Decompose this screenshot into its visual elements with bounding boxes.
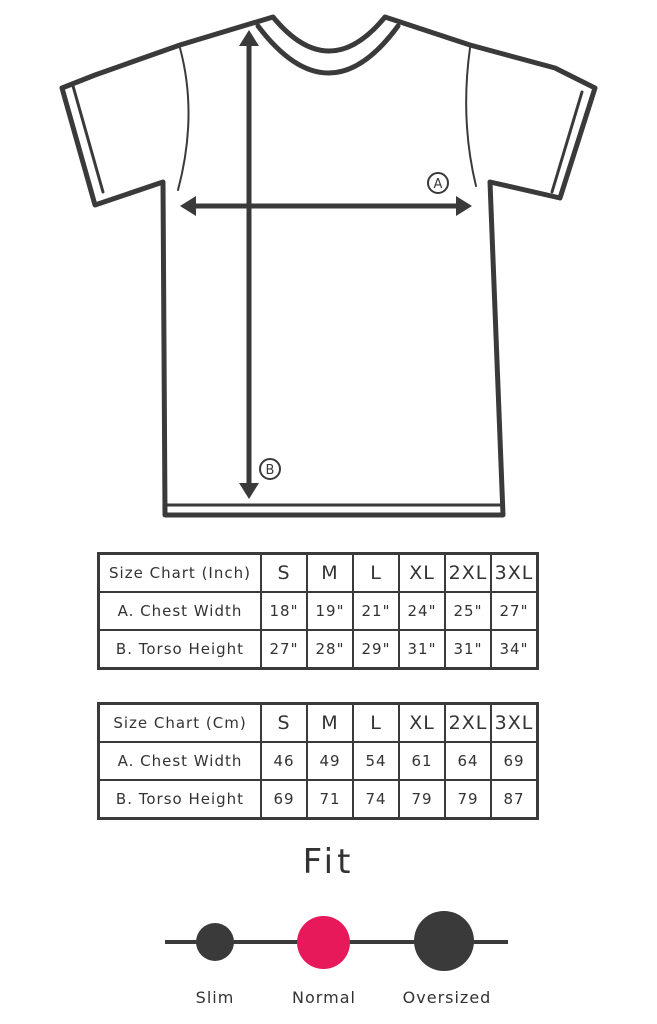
- fit-slim-dot: [196, 923, 234, 961]
- size-header: XL: [399, 554, 445, 593]
- row-label: A. Chest Width: [99, 592, 262, 630]
- table-row: [99, 630, 538, 669]
- table-cell: 25": [445, 592, 491, 630]
- fit-normal-dot: [297, 916, 350, 969]
- fit-oversized-label: Oversized: [402, 988, 492, 1007]
- table-row: [99, 742, 538, 780]
- table-cell: 74: [353, 780, 399, 819]
- row-label: B. Torso Height: [99, 630, 262, 669]
- chest-arrow-head-right: [456, 196, 472, 216]
- height-arrow-head-top: [239, 30, 259, 46]
- table-cell: 29": [353, 630, 399, 669]
- table-cell: 27": [491, 592, 538, 630]
- table-cell: 18": [261, 592, 307, 630]
- table-cell: 69: [261, 780, 307, 819]
- table-header-row: [99, 554, 538, 593]
- table-cell: 54: [353, 742, 399, 780]
- row-label: A. Chest Width: [99, 742, 262, 780]
- table-cell: 49: [307, 742, 353, 780]
- tshirt-outline: [62, 17, 595, 515]
- table-cell: 64: [445, 742, 491, 780]
- table-cell: 34": [491, 630, 538, 669]
- fit-title: Fit: [302, 842, 355, 882]
- size-header: L: [353, 554, 399, 593]
- table-title: Size Chart (Inch): [99, 554, 262, 593]
- table-cell: 79: [399, 780, 445, 819]
- size-header: 3XL: [491, 704, 538, 743]
- fit-slim-label: Slim: [195, 988, 235, 1007]
- table-cell: 19": [307, 592, 353, 630]
- table-cell: 46: [261, 742, 307, 780]
- table-cell: 24": [399, 592, 445, 630]
- row-label: B. Torso Height: [99, 780, 262, 819]
- table-cell: 31": [445, 630, 491, 669]
- size-header: L: [353, 704, 399, 743]
- chest-arrow-head-left: [180, 196, 196, 216]
- size-header: S: [261, 554, 307, 593]
- size-header: 3XL: [491, 554, 538, 593]
- table-row: [99, 780, 538, 819]
- table-header-row: [99, 704, 538, 743]
- table-cell: 21": [353, 592, 399, 630]
- table-cell: 61: [399, 742, 445, 780]
- table-cell: 71: [307, 780, 353, 819]
- size-chart-inch-table: [97, 552, 539, 670]
- fit-oversized-dot: [414, 911, 474, 971]
- table-cell: 28": [307, 630, 353, 669]
- size-header: 2XL: [445, 554, 491, 593]
- size-header: M: [307, 554, 353, 593]
- size-header: XL: [399, 704, 445, 743]
- table-cell: 79: [445, 780, 491, 819]
- size-header: S: [261, 704, 307, 743]
- table-cell: 69: [491, 742, 538, 780]
- marker-b-label: B: [265, 463, 275, 478]
- table-row: [99, 592, 538, 630]
- table-cell: 87: [491, 780, 538, 819]
- fit-normal-label: Normal: [292, 988, 356, 1007]
- table-title: Size Chart (Cm): [99, 704, 262, 743]
- table-cell: 31": [399, 630, 445, 669]
- right-sleeve-seam: [466, 48, 476, 186]
- size-header: M: [307, 704, 353, 743]
- left-sleeve-seam: [178, 48, 189, 190]
- size-chart-cm-table: [97, 702, 539, 820]
- size-header: 2XL: [445, 704, 491, 743]
- table-cell: 27": [261, 630, 307, 669]
- height-arrow-head-bottom: [239, 483, 259, 499]
- marker-a-label: A: [433, 177, 443, 192]
